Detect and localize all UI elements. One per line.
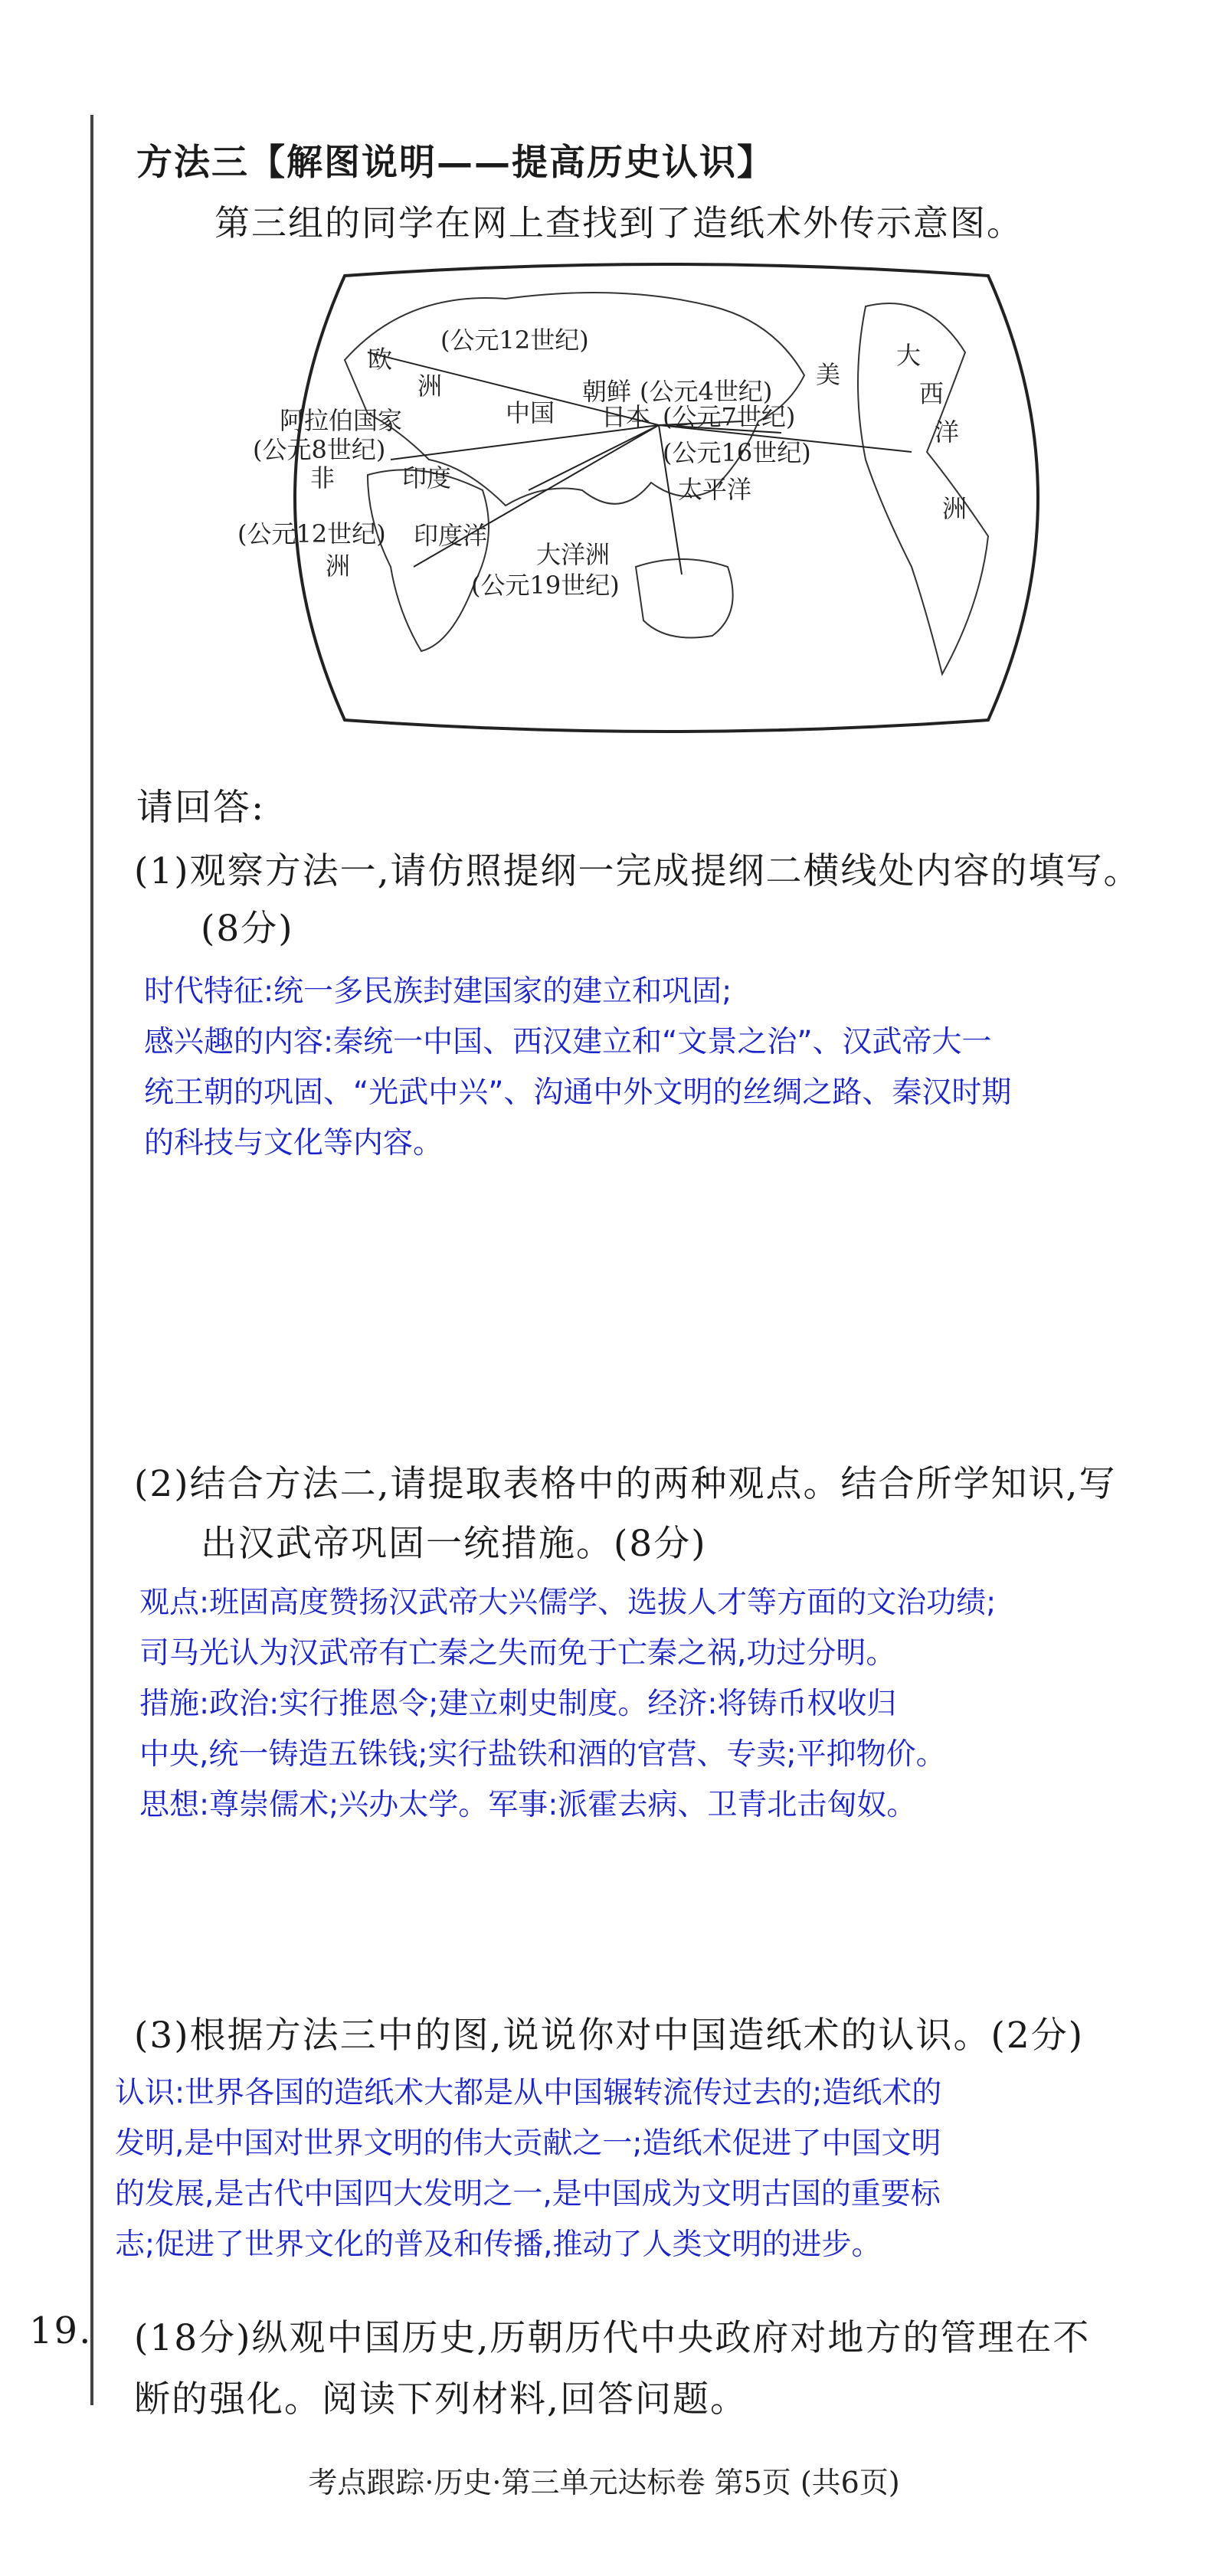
q1-line1: (1)观察方法一,请仿照提纲一完成提纲二横线处内容的填写。 (134, 850, 1141, 892)
map-label: 洲 (326, 552, 351, 581)
answer-line: 思想:尊崇儒术;兴办太学。军事:派霍去病、卫青北击匈奴。 (139, 1788, 917, 1822)
method3-heading: 方法三【解图说明——提高历史认识】 (136, 142, 774, 184)
answer-line: 的科技与文化等内容。 (144, 1126, 444, 1160)
q3-answer (115, 2068, 941, 2270)
map-label: (公元12世纪) (440, 326, 589, 355)
prompt-text: 请回答: (136, 786, 266, 829)
map-label: (公元8世纪) (253, 435, 386, 464)
map-label: (公元12世纪) (237, 519, 386, 548)
map-label: 欧 (368, 345, 393, 374)
america-coast (858, 303, 988, 674)
answer-line: 认识:世界各国的造纸术大都是从中国辗转流传过去的;造纸术的 (115, 2076, 942, 2110)
answer-line: 时代特征:统一多民族封建国家的建立和巩固; (144, 974, 732, 1009)
map-label: 中国 (506, 398, 555, 427)
map-label: 朝鲜 (582, 377, 632, 406)
q19-line1: (18分)纵观中国历史,历朝历代中央政府对地方的管理在不 (134, 2317, 1091, 2359)
map-label: (公元7世纪) (663, 402, 796, 431)
q1-answer (144, 967, 1011, 1169)
map-label: (公元16世纪) (663, 438, 811, 467)
q2-line1: (2)结合方法二,请提取表格中的两种观点。结合所学知识,写 (134, 1463, 1117, 1505)
map-label: 大 (896, 341, 922, 370)
map-label: 大洋洲 (536, 540, 611, 569)
map-label: 洋 (935, 417, 960, 447)
q2-answer (139, 1578, 996, 1831)
map-outline (295, 264, 1038, 732)
map-label: 太平洋 (678, 475, 752, 504)
q19-line2: 断的强化。阅读下列材料,回答问题。 (134, 2378, 748, 2421)
map-label: 西 (919, 379, 944, 408)
answer-line: 措施:政治:实行推恩令;建立刺史制度。经济:将铸币权收归 (139, 1687, 897, 1721)
map-label: 印度 (402, 463, 452, 493)
q3-line1: (3)根据方法三中的图,说说你对中国造纸术的认识。(2分) (134, 2015, 1085, 2057)
map-label: 印度洋 (414, 521, 488, 550)
map-label: 美 (816, 360, 841, 389)
answer-line: 中央,统一铸造五铢钱;实行盐铁和酒的官营、专卖;平抑物价。 (139, 1737, 946, 1772)
answer-line: 统王朝的巩固、“光武中兴”、沟通中外文明的丝绸之路、秦汉时期 (144, 1075, 1012, 1110)
map-label: 阿拉伯国家 (280, 406, 403, 435)
method3-intro: 第三组的同学在网上查找到了造纸术外传示意图。 (214, 202, 1023, 244)
australia-coast (636, 559, 733, 638)
map-label: 非 (310, 463, 336, 493)
answer-line: 观点:班固高度赞扬汉武帝大兴儒学、选拔人才等方面的文治功绩; (139, 1586, 997, 1620)
answer-line: 发明,是中国对世界文明的伟大贡献之一;造纸术促进了中国文明 (115, 2126, 941, 2161)
answer-line: 志;促进了世界文化的普及和传播,推动了人类文明的进步。 (115, 2227, 882, 2262)
margin-rule (90, 115, 93, 2405)
answer-line: 感兴趣的内容:秦统一中国、西汉建立和“文景之治”、汉武帝大一 (144, 1025, 992, 1059)
map-label: (公元19世纪) (471, 571, 620, 600)
answer-line: 的发展,是古代中国四大发明之一,是中国成为文明古国的重要标 (115, 2177, 941, 2211)
map-label: 日本 (601, 402, 651, 431)
page-footer: 考点跟踪·历史·第三单元达标卷 第5页 (共6页) (308, 2466, 900, 2499)
paper-spread-map (237, 260, 1080, 735)
q2-line2: 出汉武帝巩固一统措施。(8分) (201, 1523, 707, 1565)
map-label: (公元4世纪) (640, 377, 773, 406)
q1-line2: (8分) (201, 908, 294, 950)
africa-coast (368, 470, 489, 651)
map-label: 洲 (417, 372, 443, 401)
q19-number: 19. (29, 2309, 93, 2352)
map-label: 洲 (942, 494, 967, 523)
answer-line: 司马光认为汉武帝有亡秦之失而免于亡秦之祸,功过分明。 (139, 1636, 896, 1671)
